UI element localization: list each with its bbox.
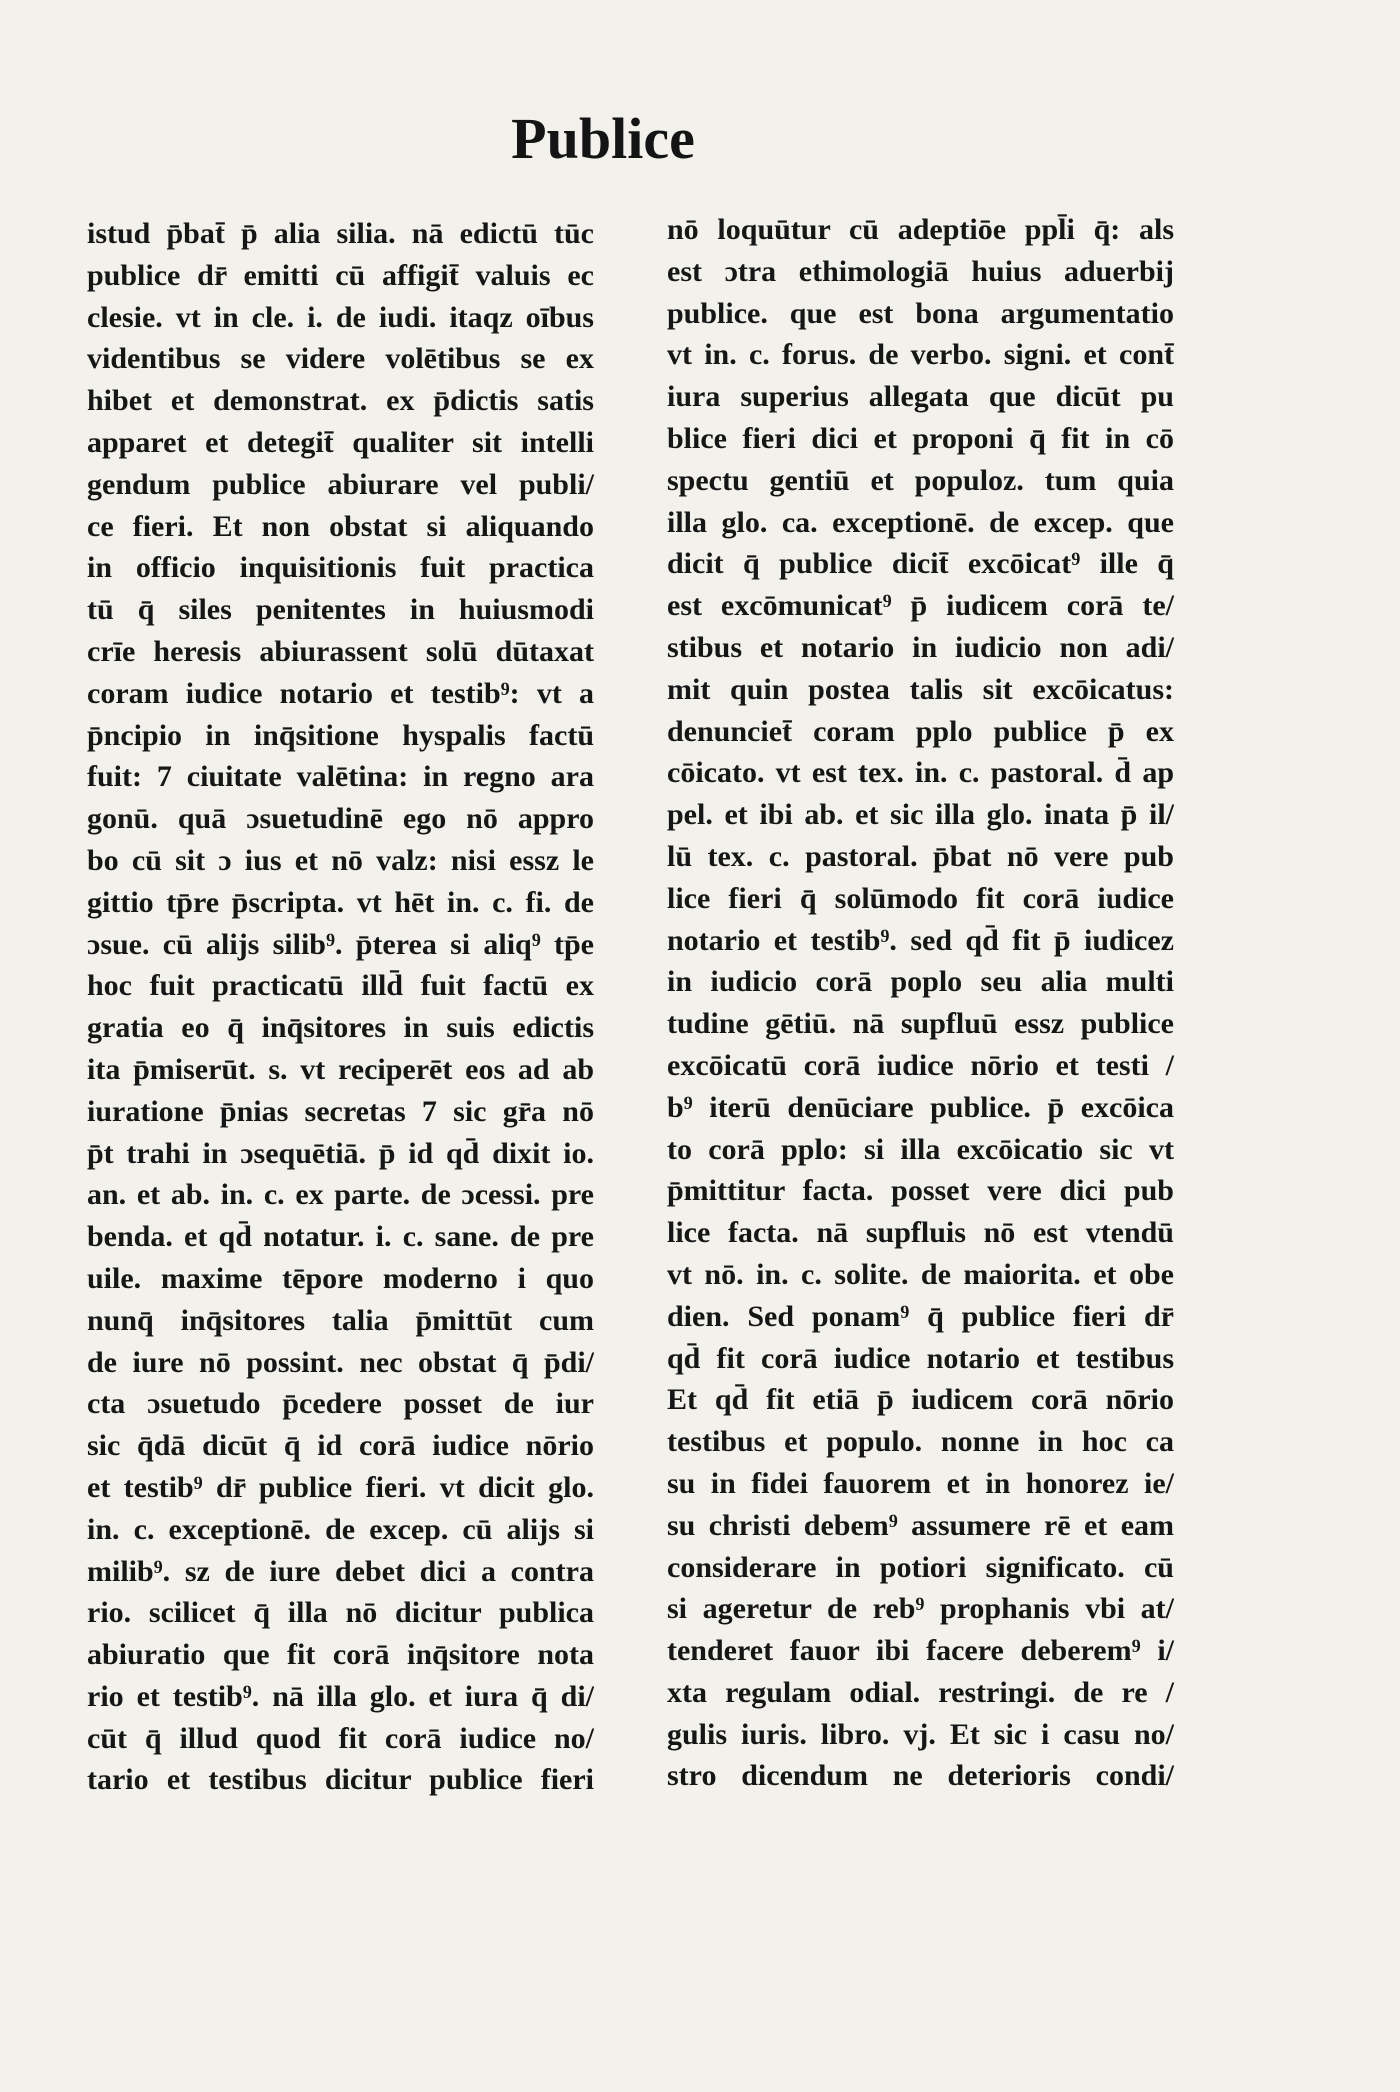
text-line: lū tex. c. pastoral. p̄bat nō vere pub [667,839,1174,873]
text-line: publice dr̄ emitti cū affigit̄ valuis ec [87,258,594,292]
text-line: dicit q̄ publice dicit̄ excōicat⁹ ille q̄ [667,547,1174,581]
text-line: mit quin postea talis sit excōicatus: [667,672,1174,706]
text-line: fuit: 7 ciuitate valētina: in regno ara [87,760,594,794]
text-line: cūt q̄ illud quod fit corā iudice no/ [87,1721,594,1755]
text-line: uile. maxime tēpore moderno i quo [87,1261,594,1295]
text-line: in officio inquisitionis fuit practica [87,551,594,585]
text-line: est excōmunicat⁹ p̄ iudicem corā te/ [667,589,1174,623]
text-line: gonū. quā ɔsuetudinē ego nō appro [87,802,594,836]
left-text-column [87,213,594,1801]
text-line: abiuratio que fit corā inq̄sitore nota [87,1638,594,1672]
text-line: spectu gentiū et populoz. tum quia [667,463,1174,497]
text-line: pel. et ibi ab. et sic illa glo. inata p̄ il/ [667,798,1174,832]
text-line: notario et testib⁹. sed qd̄ fit p̄ iudicez [667,923,1174,957]
text-line: est ɔtra ethimologiā huius aduerbij [667,254,1174,288]
text-line: ɔsue. cū alijs silib⁹. p̄terea si aliq⁹ tp̄e [87,927,594,961]
text-line: lice fieri q̄ solūmodo fit corā iudice [667,881,1174,915]
text-line: gendum publice abiurare vel publi/ [87,467,594,501]
text-line: hoc fuit practicatū illd̄ fuit factū ex [87,969,594,1003]
text-line: vt nō. in. c. solite. de maiorita. et obe [667,1257,1174,1291]
text-line: excōicatū corā iudice nōrio et testi / [667,1048,1174,1082]
text-line: crīe heresis abiurassent solū dūtaxat [87,634,594,668]
text-line: gratia eo q̄ inq̄sitores in suis edictis [87,1011,594,1045]
text-line: dien. Sed ponam⁹ q̄ publice fieri dr̄ [667,1299,1174,1333]
text-line: testibus et populo. nonne in hoc ca [667,1425,1174,1459]
text-line: an. et ab. in. c. ex parte. de ɔcessi. pre [87,1178,594,1212]
text-line: tenderet fauor ibi facere deberem⁹ i/ [667,1634,1174,1668]
text-line: iuratione p̄nias secretas 7 sic gr̄a nō [87,1094,594,1128]
text-line: denunciet̄ coram pplo publice p̄ ex [667,714,1174,748]
text-line: gittio tp̄re p̄scripta. vt hēt in. c. fi. de [87,885,594,919]
text-line: hibet et demonstrat. ex p̄dictis satis [87,384,594,418]
text-line: su christi debem⁹ assumere rē et eam [667,1508,1174,1542]
text-line: to corā pplo: si illa excōicatio sic vt [667,1132,1174,1166]
text-line: qd̄ fit corā iudice notario et testibus [667,1341,1174,1375]
text-line: videntibus se videre volētibus se ex [87,342,594,376]
text-line: coram iudice notario et testib⁹: vt a [87,676,594,710]
text-line: nō loquūtur cū adeptiōe ppl̄i q̄: als [667,213,1174,246]
text-line: de iure nō possint. nec obstat q̄ p̄di/ [87,1345,594,1379]
text-line: apparet et detegit̄ qualiter sit intelli [87,425,594,459]
text-line: in iudicio corā poplo seu alia multi [667,965,1174,999]
text-line: si ageretur de reb⁹ prophanis vbi at/ [667,1592,1174,1626]
text-line: p̄t trahi in ɔsequētiā. p̄ id qd̄ dixit io. [87,1136,594,1170]
text-line: xta regulam odial. restringi. de re / [667,1675,1174,1709]
text-line: gulis iuris. libro. vj. Et sic i casu no/ [667,1717,1174,1751]
text-line: blice fieri dici et proponi q̄ fit in cō [667,421,1174,455]
text-line: illa glo. ca. exceptionē. de excep. que [667,505,1174,539]
text-line: benda. et qd̄ notatur. i. c. sane. de pre [87,1220,594,1254]
text-line: rio et testib⁹. nā illa glo. et iura q̄ di/ [87,1679,594,1713]
text-line: ita p̄miserūt. s. vt reciperēt eos ad ab [87,1052,594,1086]
right-text-column [667,209,1174,1797]
text-line: stro dicendum ne deterioris condi/ [667,1759,1174,1793]
text-line: bo cū sit ɔ ius et nō valz: nisi essz le [87,843,594,877]
text-line: clesie. vt in cle. i. de iudi. itaqz oībus [87,300,594,334]
text-line: ce fieri. Et non obstat si aliquando [87,509,594,543]
text-line: rio. scilicet q̄ illa nō dicitur publica [87,1596,594,1630]
text-line: sic q̄dā dicūt q̄ id corā iudice nōrio [87,1429,594,1463]
text-line: nunq̄ inq̄sitores talia p̄mittūt cum [87,1303,594,1337]
text-line: p̄ncipio in inq̄sitione hyspalis factū [87,718,594,752]
text-line: publice. que est bona argumentatio [667,296,1174,330]
text-line: tudine gētiū. nā supfluū essz publice [667,1007,1174,1041]
text-line: b⁹ iterū denūciare publice. p̄ excōica [667,1090,1174,1124]
text-line: et testib⁹ dr̄ publice fieri. vt dicit glo. [87,1470,594,1504]
text-line: iura superius allegata que dicūt pu [667,380,1174,414]
text-line: cta ɔsuetudo p̄cedere posset de iur [87,1387,594,1421]
text-line: lice facta. nā supfluis nō est vtendū [667,1216,1174,1250]
text-line: tario et testibus dicitur publice fieri [87,1763,594,1797]
text-line: su in fidei fauorem et in honorez ie/ [667,1466,1174,1500]
text-line: vt in. c. forus. de verbo. signi. et cont̄ [667,338,1174,372]
text-line: stibus et notario in iudicio non adi/ [667,630,1174,664]
text-line: cōicato. vt est tex. in. c. pastoral. d̄ ap [667,756,1174,790]
text-line: milib⁹. sz de iure debet dici a contra [87,1554,594,1588]
running-head: Publice [511,106,695,171]
text-line: istud p̄bat̄ p̄ alia silia. nā edictū tūc [87,217,594,250]
text-line: in. c. exceptionē. de excep. cū alijs si [87,1512,594,1546]
text-line: Et qd̄ fit etiā p̄ iudicem corā nōrio [667,1383,1174,1417]
text-line: p̄mittitur facta. posset vere dici pub [667,1174,1174,1208]
text-line: tū q̄ siles penitentes in huiusmodi [87,593,594,627]
text-line: considerare in potiori significato. cū [667,1550,1174,1584]
